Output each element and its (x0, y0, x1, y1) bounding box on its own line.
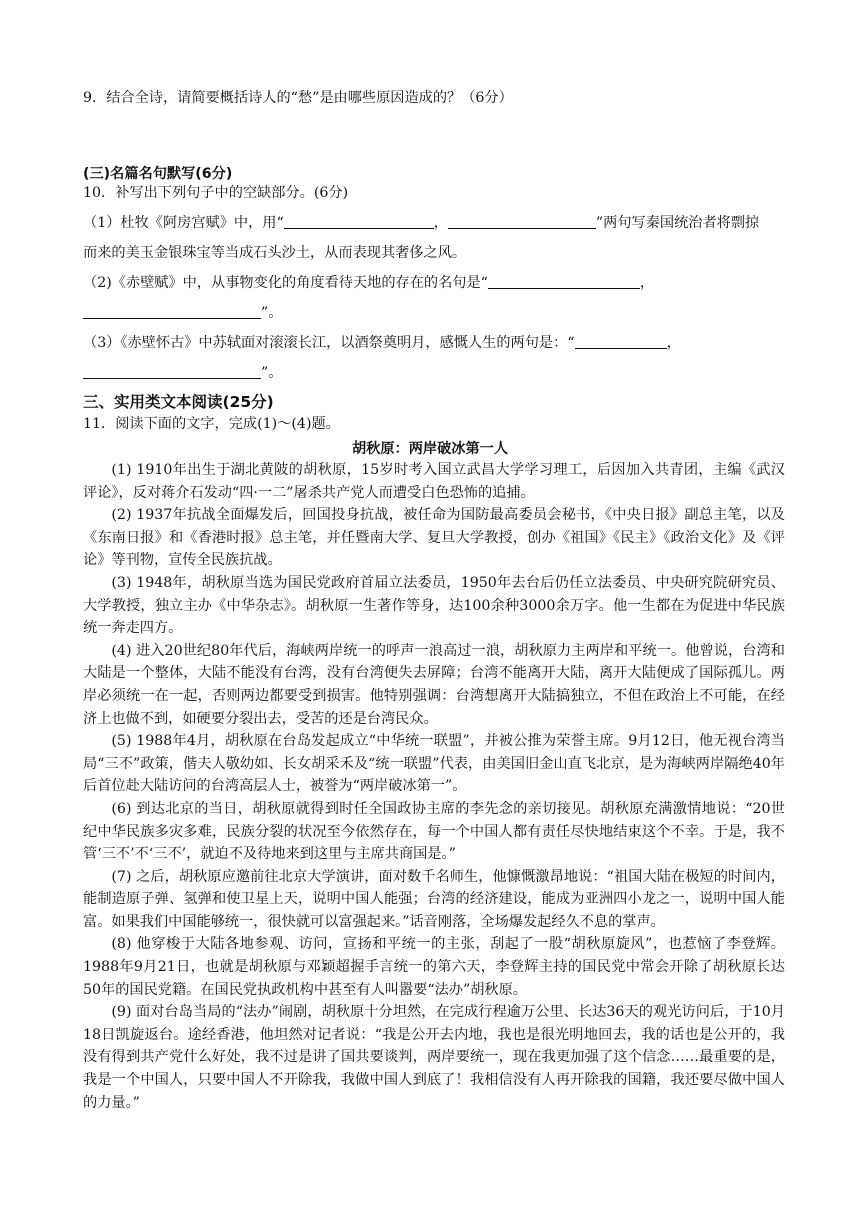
q10-p2-text-b: ， (639, 275, 655, 291)
fill-blank[interactable] (83, 364, 261, 379)
section-three-heading (83, 392, 783, 412)
question-10-part-1-cont (83, 243, 783, 263)
question-11-intro: 11．阅读下面的文字，完成(1)～(4)题。 (83, 416, 340, 432)
question-9 (83, 88, 783, 108)
q10-p1-text-c: ”两句写秦国统治者将剽掠 (595, 215, 760, 231)
article-paragraph: (8) 他穿梭于大陆各地参观、访问，宣扬和平统一的主张，刮起了一股“胡秋原旋风”，也惹恼了李登辉。1988年9月21日，也就是胡秋原与邓颖超握手言统一的第六天，李登辉主持的国民党中常会开除了胡秋原长达50年的国民党籍。在国民党执政机构中甚至有人叫嚣要“法办”胡秋原。 (83, 936, 785, 998)
q10-p1-text-a: （1）杜牧《阿房宫赋》中，用“ (83, 215, 284, 231)
section-three-heading-text: 三、实用类文本阅读(25分) (83, 393, 274, 411)
article-paragraph: (3) 1948年，胡秋原当选为国民党政府首届立法委员，1950年去台后仍任立法委员、中央研究院研究员、大学教授，独立主办《中华杂志》。胡秋原一生著作等身，达100余种3000余万字。他一生都在为促进中华民族统一奔走四方。 (83, 574, 785, 637)
question-10-part-3 (83, 333, 783, 353)
q10-p1-text-d: 而来的美玉金银珠宝等当成石头沙土，从而表现其奢侈之风。 (83, 245, 467, 261)
question-10-part-2 (83, 273, 783, 293)
fill-blank[interactable] (575, 334, 667, 349)
fill-blank[interactable] (488, 274, 640, 289)
question-10-intro: 10．补写出下列句子中的空缺部分。(6分) (83, 185, 349, 201)
article-paragraph: (7) 之后，胡秋原应邀前往北京大学演讲，面对数千名师生，他慷慨激昂地说：“祖国大陆在极短的时间内，能制造原子弹、氢弹和使卫星上天，说明中国人能强；台湾的经济建设，能成为亚洲四小龙之一，说明中国人能富。如果我们中国能够统一，很快就可以富强起来。”话音刚落，全场爆发起经久不息的掌声。 (83, 868, 785, 930)
article-paragraph: (6) 到达北京的当日，胡秋原就得到时任全国政协主席的李先念的亲切接见。胡秋原充满激情地说：“20世纪中华民族多灾多难，民族分裂的状况至今依然存在，每一个中国人都有责任尽快地结束这个不幸。于是，我不管‘三不’不‘三不’，就迫不及待地来到这里与主席共商国是。” (83, 800, 785, 863)
q10-p2-text-c: ”。 (261, 305, 283, 321)
article-paragraph: (1) 1910年出生于湖北黄陂的胡秋原，15岁时考入国立武昌大学学习理工，后因加入共青团，主编《武汉评论》，反对蒋介石发动“四·一二”屠杀共产党人而遭受白色恐怖的追捕。 (83, 462, 785, 501)
fill-blank[interactable] (284, 214, 434, 229)
question-10 (83, 183, 783, 203)
question-11 (83, 414, 783, 434)
article-paragraph: (4) 进入20世纪80年代后，海峡两岸统一的呼声一浪高过一浪，胡秋原力主两岸和平统一。他曾说，台湾和大陆是一个整体，大陆不能没有台湾，没有台湾便失去屏障；台湾不能离开大陆，离开大陆便成了国际孤儿。两岸必须统一在一起，否则两边都要受到损害。他特别强调：台湾想离开大陆搞独立，不但在政治上不可能，在经济上也做不到，如硬要分裂出去，受苦的还是台湾民众。 (83, 642, 785, 727)
article-paragraph: (2) 1937年抗战全面爆发后，回国投身抗战，被任命为国防最高委员会秘书，《中央日报》副总主笔，以及《东南日报》和《香港时报》总主笔，并任暨南大学、复旦大学教授，创办《祖国》《民主》《政治文化》及《评论》等刊物，宣传全民族抗战。 (83, 507, 785, 569)
article-title: 胡秋原：两岸破冰第一人 (351, 441, 509, 457)
q10-p1-text-b: ， (433, 215, 448, 231)
question-10-part-1 (83, 213, 783, 233)
q10-p3-text-c: ”。 (261, 365, 283, 381)
q10-p3-text-b: ， (666, 335, 681, 351)
fill-blank[interactable] (83, 304, 261, 319)
fill-blank[interactable] (448, 214, 596, 229)
section-3-heading (83, 164, 783, 184)
article-paragraph: (9) 面对台岛当局的“法办”闹剧，胡秋原十分坦然，在完成行程逾万公里、长达36天的观光访问后，于10月18日凯旋返台。途经香港，他坦然对记者说：“我是公开去内地，我也是很光明地回去，我的话也是公开的，我没有得到共产党什么好处，我不过是讲了国共要谈判，两岸要统一，现在我更加强了这个信念……最重要的是，我是一个中国人，只要中国人不开除我，我做中国人到底了！我相信没有人再开除我的国籍，我还要尽做中国人的力量。” (83, 1004, 785, 1111)
section-3-heading-text: (三)名篇名句默写(6分) (83, 166, 233, 182)
q10-p2-text-a: （2)《赤壁赋》中，从事物变化的角度看待天地的存在的名句是“ (83, 275, 488, 291)
article-paragraph: (5) 1988年4月，胡秋原在台岛发起成立“中华统一联盟”，并被公推为荣誉主席。9月12日，他无视台湾当局“三不”政策，偕夫人敬幼如、长女胡采禾及“统一联盟”代表，由美国旧金山直飞北京，是为海峡两岸隔绝40年后首位赴大陆访问的台湾高层人士，被誉为“两岸破冰第一”。 (83, 733, 785, 795)
question-10-part-3-cont (83, 363, 783, 383)
article-body (83, 459, 785, 1114)
q10-p3-text-a: （3）《赤壁怀古》中苏轼面对滚滚长江，以酒祭奠明月，感慨人生的两句是：“ (83, 335, 575, 351)
question-10-part-2-cont (83, 303, 783, 323)
question-9-text: 9．结合全诗，请简要概括诗人的“愁”是由哪些原因造成的？（6分） (83, 90, 513, 106)
